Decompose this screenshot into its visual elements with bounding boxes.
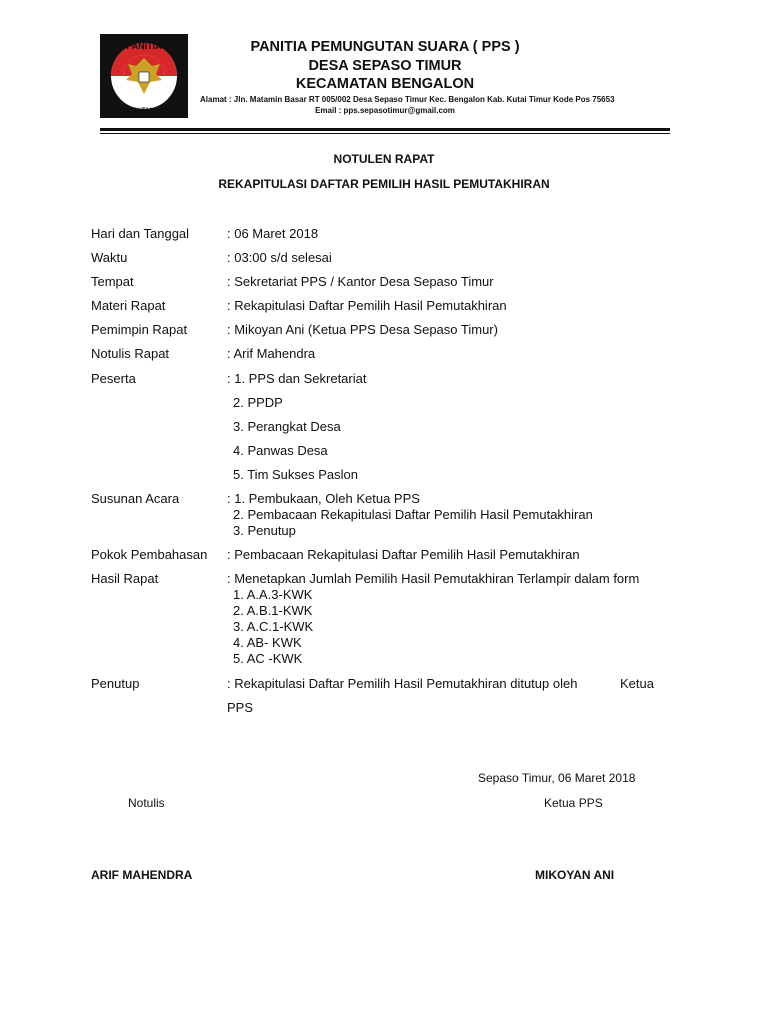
logo-top-text: PANITIA — [126, 41, 162, 51]
penutup-value: : Rekapitulasi Daftar Pemilih Hasil Pemutakhiran ditutup oleh — [227, 676, 578, 691]
signature-right-name: MIKOYAN ANI — [535, 868, 615, 882]
pemimpin-value: : Mikoyan Ani (Ketua PPS Desa Sepaso Timur) — [227, 322, 498, 337]
header-line-3: KECAMATAN BENGALON — [295, 76, 475, 92]
list-item: 2. A.B.1-KWK — [233, 603, 313, 618]
notulis-value: : Arif Mahendra — [227, 346, 316, 361]
materi-value: : Rekapitulasi Daftar Pemilih Hasil Pemutakhiran — [227, 298, 507, 313]
list-item: 3. Penutup — [233, 523, 296, 538]
header-address: Alamat : Jln. Matamin Basar RT 005/002 Desa Sepaso Timur Kec. Bengalon Kab. Kutai Timur Kode Pos 75653 — [200, 95, 615, 104]
penutup-value-end: Ketua — [620, 676, 654, 691]
list-item: 5. AC -KWK — [233, 651, 303, 666]
list-item: 5. Tim Sukses Paslon — [233, 467, 358, 482]
waktu-label: Waktu — [91, 250, 128, 265]
notulis-label: Notulis Rapat — [91, 346, 170, 361]
penutup-value-line2: PPS — [227, 700, 254, 715]
header-line-2: DESA SEPASO TIMUR — [308, 58, 462, 74]
tempat-value: : Sekretariat PPS / Kantor Desa Sepaso Timur — [227, 274, 494, 289]
susunan-label: Susunan Acara — [91, 491, 180, 506]
header-divider-thick — [100, 128, 670, 131]
list-item: : 1. Pembukaan, Oleh Ketua PPS — [227, 491, 420, 506]
header-divider-thin — [100, 133, 670, 134]
list-item: : 1. PPS dan Sekretariat — [227, 371, 367, 386]
list-item: 3. A.C.1-KWK — [233, 619, 314, 634]
signature-place-date: Sepaso Timur, 06 Maret 2018 — [478, 771, 636, 785]
list-item: 4. Panwas Desa — [233, 443, 328, 458]
list-item: 2. Pembacaan Rekapitulasi Daftar Pemilih Hasil Pemutakhiran — [233, 507, 593, 522]
list-item: 1. A.A.3-KWK — [233, 587, 313, 602]
signature-left-role: Notulis — [128, 796, 165, 810]
pokok-value: : Pembacaan Rekapitulasi Daftar Pemilih Hasil Pemutakhiran — [227, 547, 580, 562]
hasil-value: : Menetapkan Jumlah Pemilih Hasil Pemutakhiran Terlampir dalam form — [227, 571, 640, 586]
pps-logo — [100, 34, 188, 118]
pokok-label: Pokok Pembahasan — [91, 547, 208, 562]
waktu-value: : 03:00 s/d selesai — [227, 250, 332, 265]
signature-right-role: Ketua PPS — [544, 796, 603, 810]
list-item: 3. Perangkat Desa — [233, 419, 341, 434]
tempat-label: Tempat — [91, 274, 134, 289]
header-line-1: PANITIA PEMUNGUTAN SUARA ( PPS ) — [250, 39, 520, 55]
materi-label: Materi Rapat — [91, 298, 166, 313]
hari-label: Hari dan Tanggal — [91, 226, 190, 241]
list-item: 2. PPDP — [233, 395, 283, 410]
document-title: NOTULEN RAPAT — [333, 152, 435, 166]
signature-left-name: ARIF MAHENDRA — [91, 868, 193, 882]
peserta-label: Peserta — [91, 371, 136, 386]
header-email: Email : pps.sepasotimur@gmail.com — [315, 106, 455, 115]
logo-bottom-text: PEMUNGUTAN SUARA — [110, 107, 178, 114]
document-subtitle: REKAPITULASI DAFTAR PEMILIH HASIL PEMUTAKHIRAN — [218, 177, 550, 191]
hasil-label: Hasil Rapat — [91, 571, 159, 586]
list-item: 4. AB- KWK — [233, 635, 302, 650]
pemimpin-label: Pemimpin Rapat — [91, 322, 188, 337]
penutup-label: Penutup — [91, 676, 140, 691]
hari-value: : 06 Maret 2018 — [227, 226, 319, 241]
